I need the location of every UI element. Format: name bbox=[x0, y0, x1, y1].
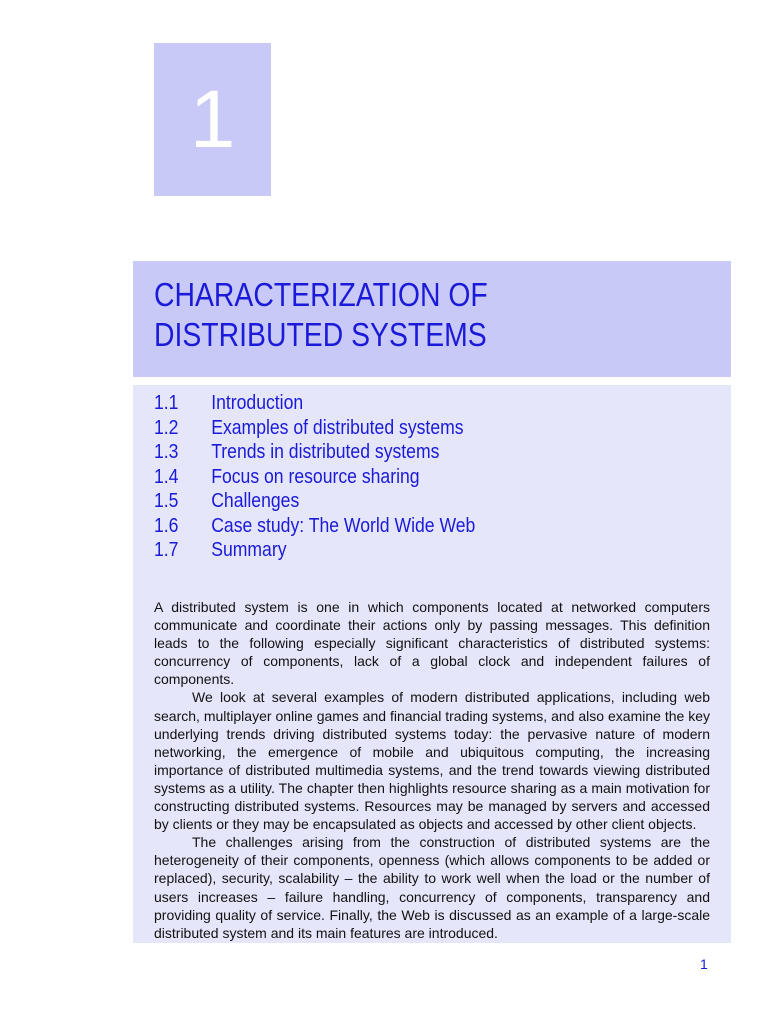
toc-item-title: Summary bbox=[211, 539, 287, 561]
toc-item-number: 1.7 bbox=[154, 539, 179, 561]
toc-item-title: Trends in distributed systems bbox=[211, 441, 440, 463]
page-number: 1 bbox=[700, 956, 708, 972]
toc-item-number: 1.2 bbox=[154, 416, 179, 439]
abstract-paragraph: A distributed system is one in which components located at networked computers communicate and coordinate their actions only by passing messages. This definition leads to the following especially significant characteristics of distributed systems: concurrency of components, lack of a global clock and independent failures of components. bbox=[154, 599, 710, 688]
table-of-contents bbox=[154, 391, 475, 563]
toc-item bbox=[154, 440, 475, 465]
abstract-paragraph: The challenges arising from the construction of distributed systems are the heterogeneity of their components, openness (which allows components to be added or replaced), security, scalability – the ability to work well when the load or the number of users increases – failure handling, concurrency of components, transparency and providing quality of service. Finally, the Web is discussed as an example of a large-scale distributed system and its main features are introduced. bbox=[154, 834, 710, 941]
toc-item-number: 1.1 bbox=[154, 392, 179, 414]
chapter-abstract bbox=[154, 598, 710, 942]
chapter-title-line: DISTRIBUTED SYSTEMS bbox=[154, 316, 487, 353]
toc-item bbox=[154, 538, 475, 563]
chapter-title-band bbox=[133, 261, 731, 377]
toc-item-number: 1.6 bbox=[154, 514, 179, 537]
chapter-title-line: CHARACTERIZATION OF bbox=[154, 276, 488, 313]
toc-item bbox=[154, 465, 475, 490]
chapter-contents-band bbox=[133, 385, 731, 943]
toc-item bbox=[154, 416, 475, 441]
toc-item bbox=[154, 391, 475, 416]
toc-item-number: 1.3 bbox=[154, 441, 179, 463]
toc-item-title: Challenges bbox=[211, 490, 300, 512]
toc-item-number: 1.5 bbox=[154, 490, 179, 512]
toc-item-title: Case study: The World Wide Web bbox=[211, 514, 476, 537]
toc-item bbox=[154, 514, 475, 539]
toc-item bbox=[154, 489, 475, 514]
chapter-number-box bbox=[154, 43, 271, 196]
abstract-paragraph: We look at several examples of modern distributed applications, including web search, multiplayer online games and financial trading systems, and also examine the key underlying trends driving distributed systems today: the pervasive nature of modern networking, the emergence of mobile and ubiquitous computing, the increasing importance of distributed multimedia systems, and the trend towards viewing distributed systems as a utility. The chapter then highlights resource sharing as a main motivation for constructing distributed systems. Resources may be managed by servers and accessed by clients or they may be encapsulated as objects and accessed by other client objects. bbox=[154, 689, 710, 833]
chapter-title bbox=[154, 275, 488, 355]
toc-item-title: Focus on resource sharing bbox=[211, 465, 420, 488]
toc-item-title: Examples of distributed systems bbox=[211, 416, 464, 439]
toc-item-number: 1.4 bbox=[154, 465, 179, 488]
chapter-number: 1 bbox=[189, 73, 236, 165]
toc-item-title: Introduction bbox=[211, 392, 304, 414]
